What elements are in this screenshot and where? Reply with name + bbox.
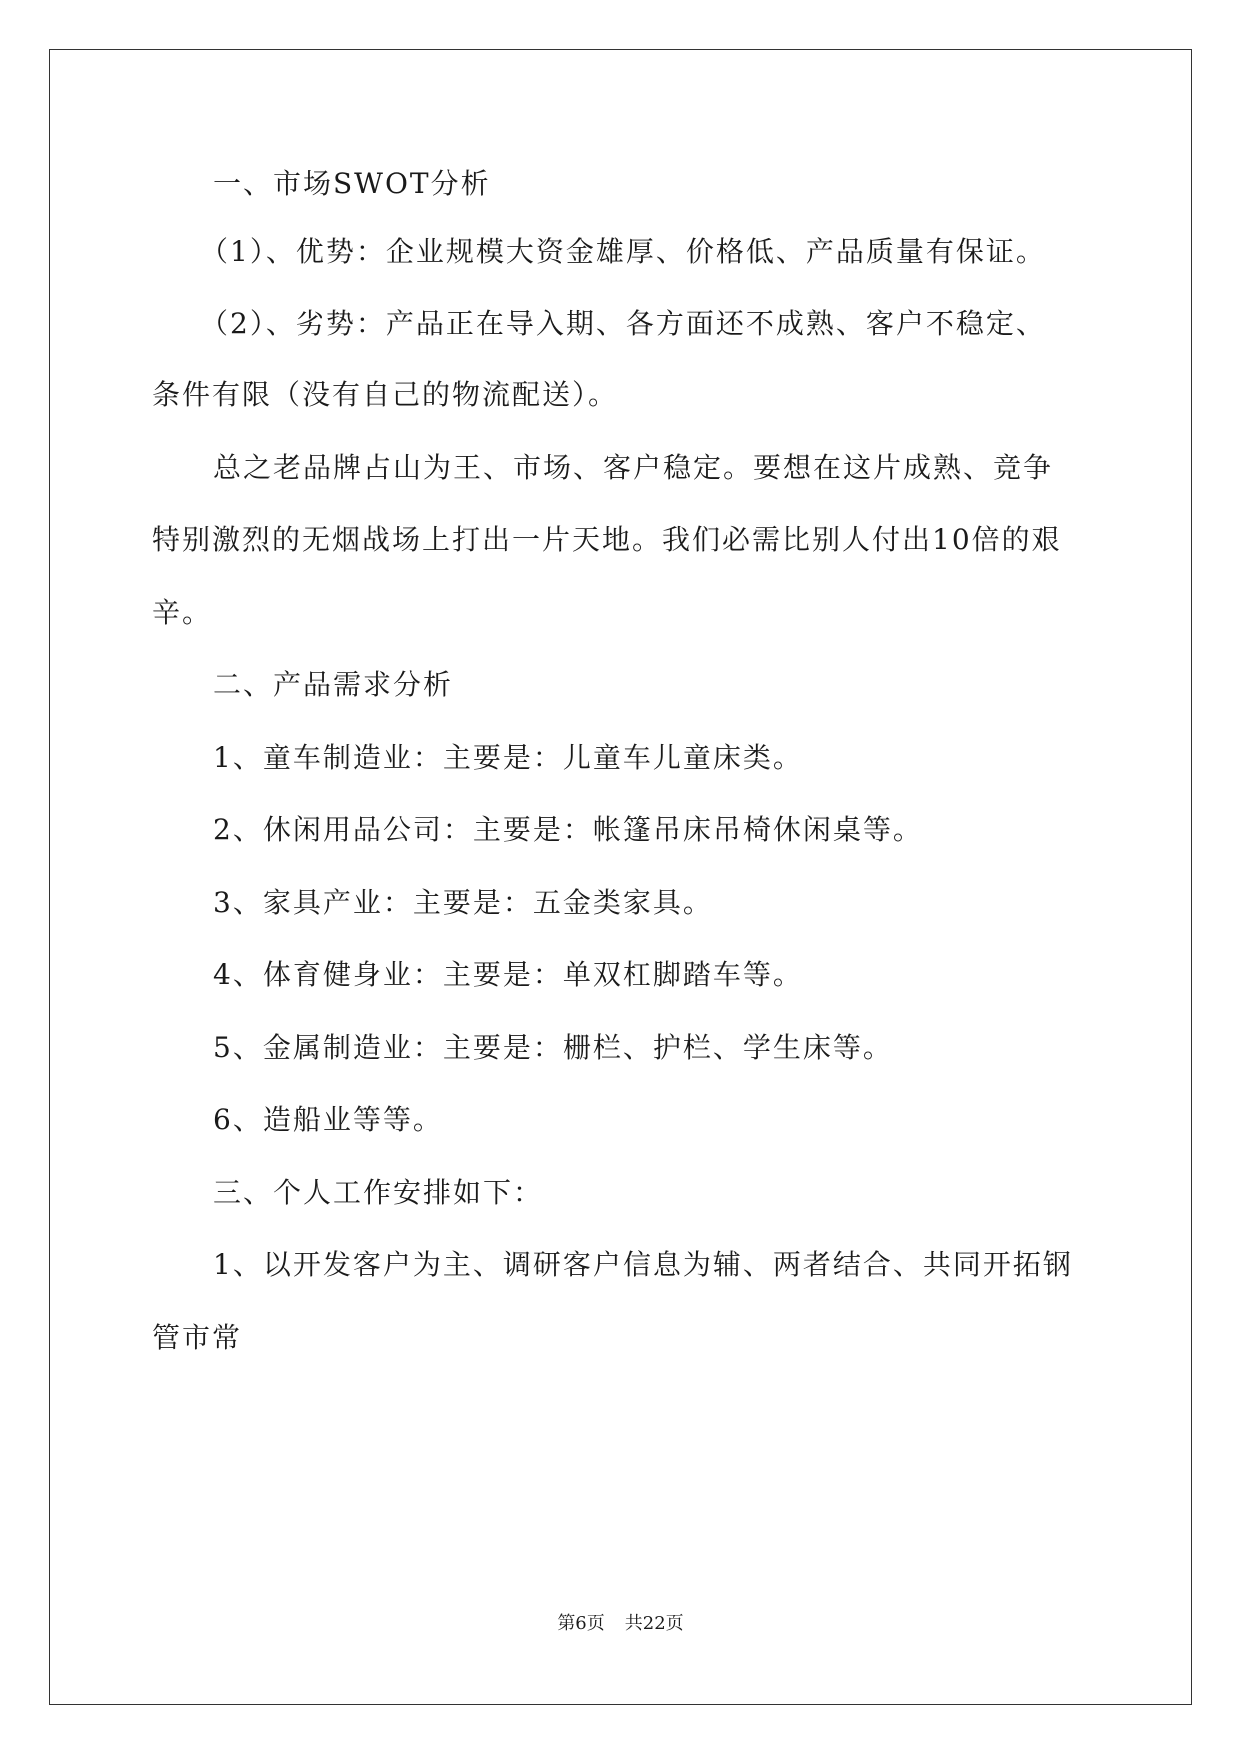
list-item-6: 6、造船业等等。	[213, 1103, 443, 1136]
list-item-1: 1、童车制造业：主要是：儿童车儿童床类。	[213, 741, 803, 774]
paragraph-weaknesses: （2）、劣势：产品正在导入期、各方面还不成熟、客户不稳定、	[200, 307, 1046, 340]
plan-item-1-cont: 管市常	[152, 1321, 243, 1354]
list-item-3: 3、家具产业：主要是：五金类家具。	[213, 886, 713, 919]
page-footer	[0, 1612, 1241, 1636]
section-heading-plan: 三、个人工作安排如下：	[213, 1176, 544, 1209]
page-number-total: 共22页	[624, 1613, 684, 1634]
list-item-2: 2、休闲用品公司：主要是：帐篷吊床吊椅休闲桌等。	[213, 813, 923, 846]
page-number-current: 第6页	[557, 1613, 605, 1634]
paragraph-weaknesses-cont: 条件有限（没有自己的物流配送）。	[152, 378, 619, 411]
page-border	[49, 49, 1192, 1705]
section-heading-demand: 二、产品需求分析	[213, 668, 454, 701]
paragraph-summary-cont: 特别激烈的无烟战场上打出一片天地。我们必需比别人付出10倍的艰	[152, 523, 1062, 556]
paragraph-summary: 总之老品牌占山为王、市场、客户稳定。要想在这片成熟、竞争	[213, 451, 1054, 484]
paragraph-strengths: （1）、优势：企业规模大资金雄厚、价格低、产品质量有保证。	[200, 235, 1046, 268]
paragraph-summary-end: 辛。	[152, 596, 213, 629]
plan-item-1: 1、以开发客户为主、调研客户信息为辅、两者结合、共同开拓钢	[213, 1248, 1073, 1281]
list-item-5: 5、金属制造业：主要是：栅栏、护栏、学生床等。	[213, 1031, 893, 1064]
section-heading-swot: 一、市场SWOT分析	[213, 167, 491, 200]
list-item-4: 4、体育健身业：主要是：单双杠脚踏车等。	[213, 958, 803, 991]
